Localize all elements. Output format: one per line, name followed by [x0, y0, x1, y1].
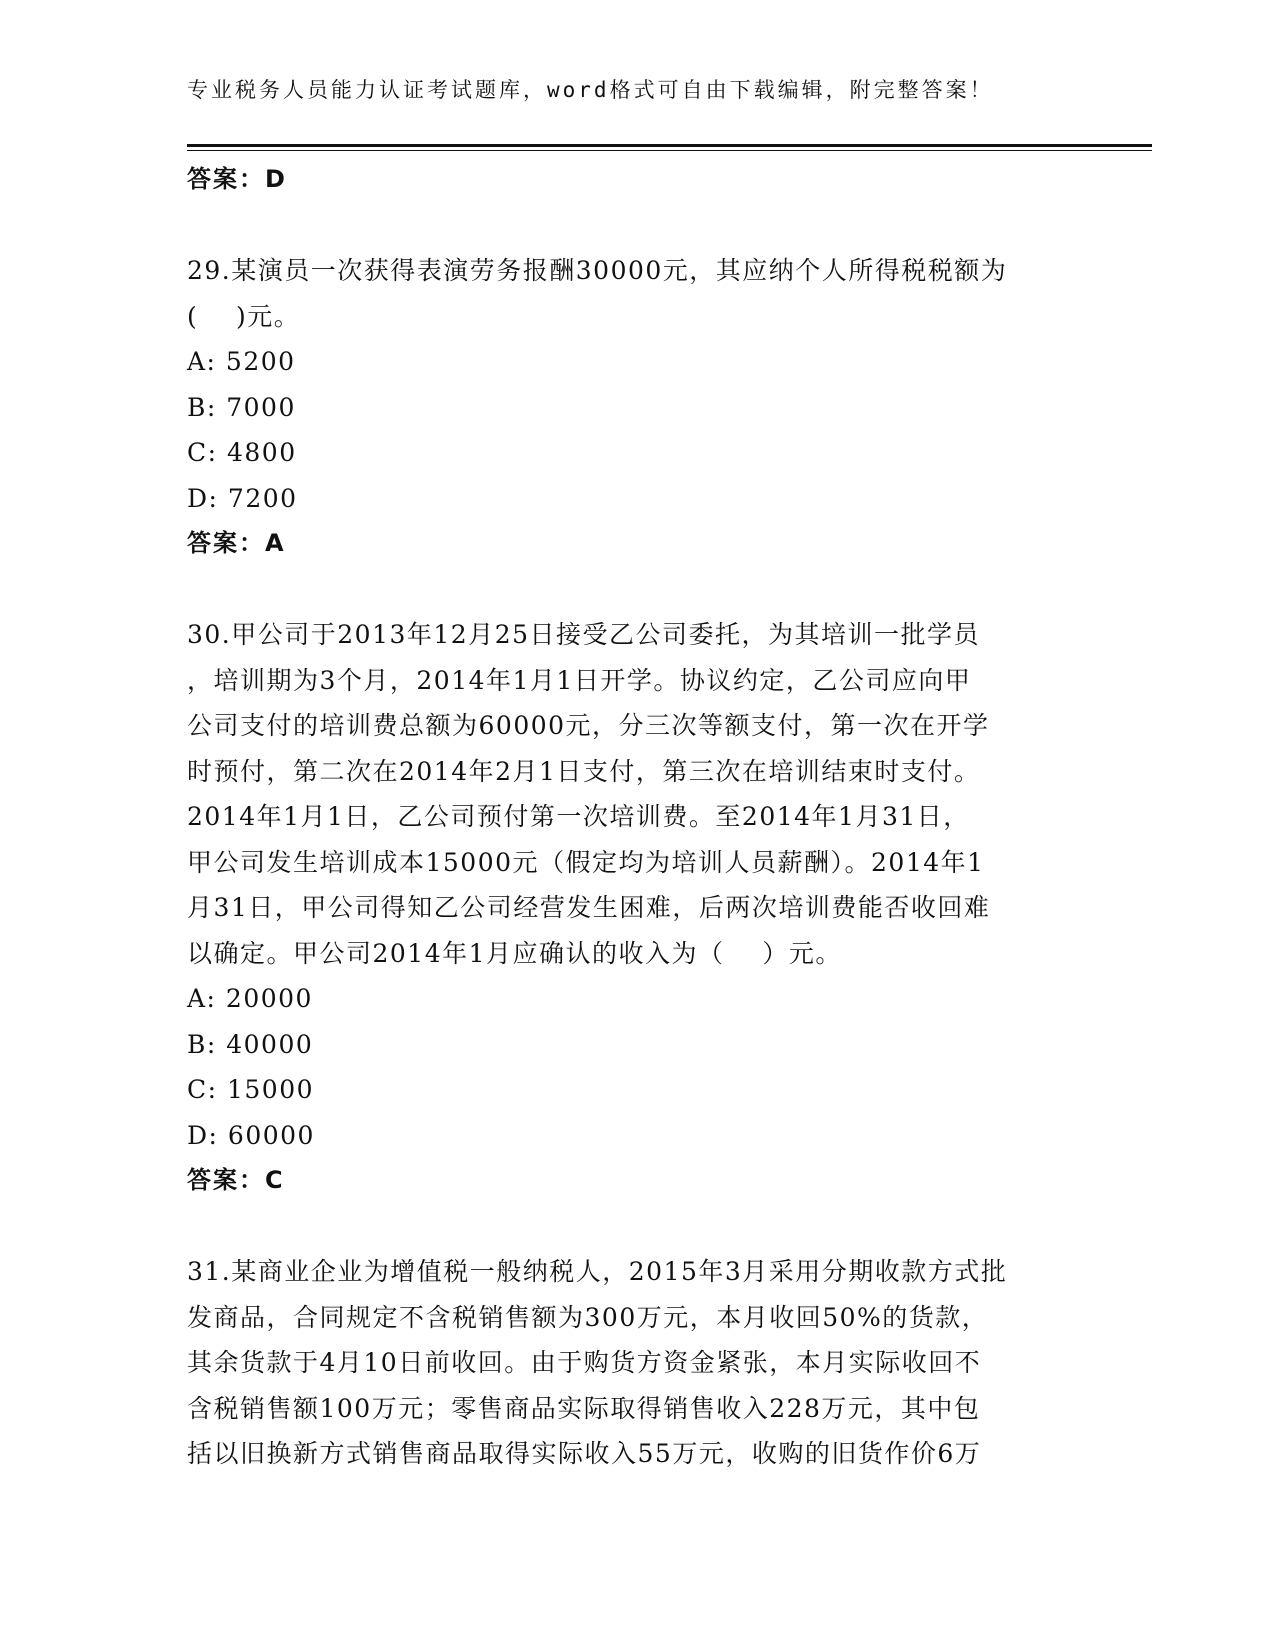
text-line: 时预付，第二次在2014年2月1日支付，第三次在培训结束时支付。	[187, 756, 981, 786]
text-line: A: 20000	[187, 984, 313, 1013]
text-line: ( )元。	[187, 301, 301, 331]
text-line: 公司支付的培训费总额为60000元，分三次等额支付，第一次在开学	[187, 711, 990, 740]
paragraph-gap	[187, 1204, 1107, 1250]
document-body	[187, 157, 1107, 1477]
answer-line: 答案：D	[187, 165, 287, 193]
text-line: C: 15000	[187, 1075, 315, 1104]
text-line: 30.甲公司于2013年12月25日接受乙公司委托，为其培训一批学员	[187, 620, 981, 649]
text-line: 其余货款于4月10日前收回。由于购货方资金紧张，本月实际收回不	[187, 1348, 982, 1377]
header-rule-thin	[187, 150, 1152, 151]
text-line: A: 5200	[187, 347, 296, 376]
text-line: ，培训期为3个月，2014年1月1日开学。协议约定，乙公司应向甲	[187, 665, 972, 695]
answer-line: 答案：A	[187, 529, 286, 557]
text-line: D: 7200	[187, 483, 298, 513]
text-line: B: 40000	[187, 1029, 314, 1059]
text-line: 31.某商业企业为增值税一般纳税人，2015年3月采用分期收款方式批	[187, 1257, 1008, 1286]
text-line: 29.某演员一次获得表演劳务报酬30000元，其应纳个人所得税税额为	[187, 256, 1008, 285]
text-line: 含税销售额100万元；零售商品实际取得销售收入228万元，其中包	[187, 1393, 981, 1423]
text-line: 发商品，合同规定不含税销售额为300万元，本月收回50%的货款，	[187, 1302, 989, 1332]
answer-line: 答案：C	[187, 1166, 285, 1194]
text-line: 月31日，甲公司得知乙公司经营发生困难，后两次培训费能否收回难	[187, 893, 991, 922]
text-line: C: 4800	[187, 438, 297, 467]
text-line: 括以旧换新方式销售商品取得实际收入55万元，收购的旧货作价6万	[187, 1439, 982, 1468]
paragraph-gap	[187, 203, 1107, 249]
text-line: 以确定。甲公司2014年1月应确认的收入为（ ）元。	[187, 938, 842, 968]
text-line: D: 60000	[187, 1120, 315, 1150]
text-line: B: 7000	[187, 392, 296, 422]
text-line: 2014年1月1日，乙公司预付第一次培训费。至2014年1月31日，	[187, 802, 970, 831]
page-header: 专业税务人员能力认证考试题库，word格式可自由下载编辑，附完整答案！	[187, 78, 994, 102]
header-rule	[187, 144, 1152, 147]
text-line: 甲公司发生培训成本15000元（假定均为培训人员薪酬）。2014年1	[187, 847, 985, 877]
paragraph-gap	[187, 567, 1107, 613]
